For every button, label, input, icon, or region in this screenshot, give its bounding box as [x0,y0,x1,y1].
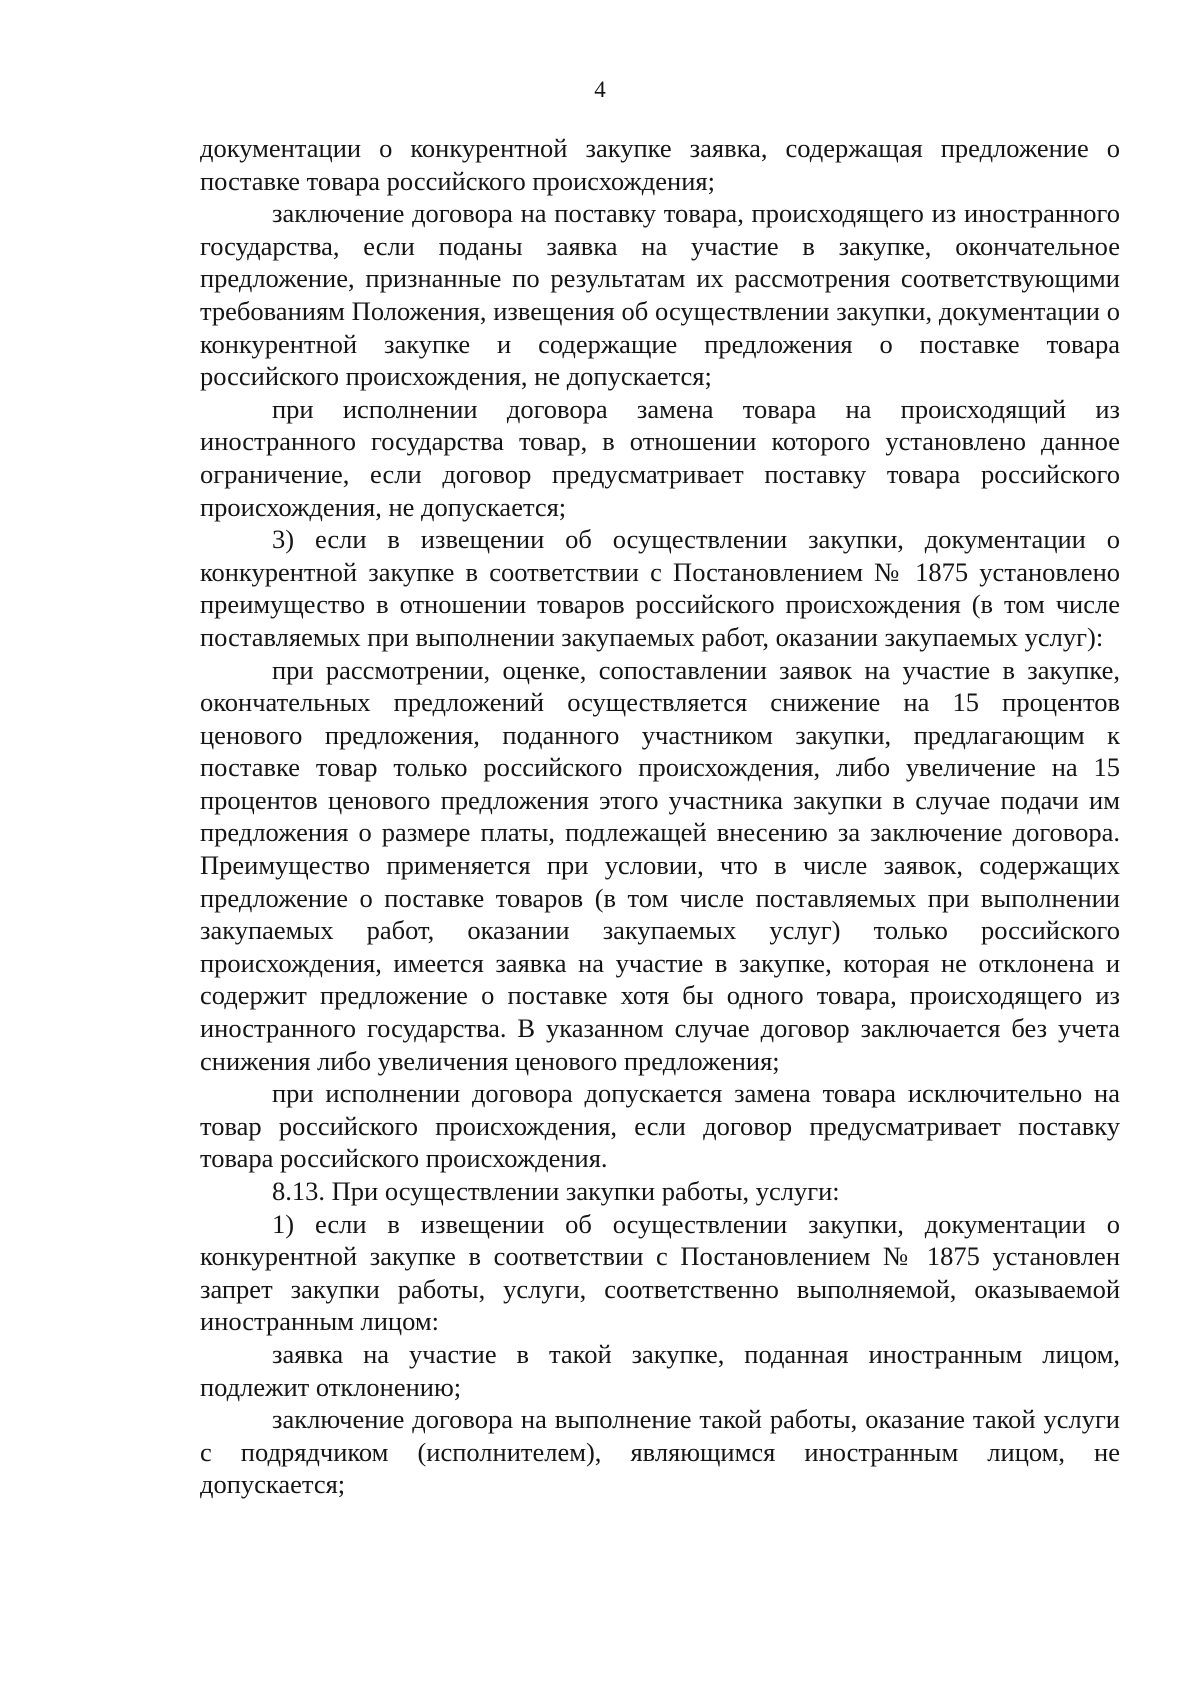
paragraph-replacement-allowed: при исполнении договора допускается замена товара исключительно на товар российского происхождения, если договор предусматривает поставку товара российского происхождения. [200,1078,1120,1174]
paragraph-application-rejection: заявка на участие в такой закупке, поданная иностранным лицом, подлежит отклонению; [200,1338,1120,1402]
page-number: 4 [594,77,606,102]
document-body [200,132,1120,1501]
paragraph-continuation: документации о конкурентной закупке заявка, содержащая предложение о поставке товара российского происхождения; [200,133,1120,196]
paragraph-section-8-13: 8.13. При осуществлении закупки работы, услуги: [272,1176,840,1206]
paragraph-item-1: 1) если в извещении об осуществлении закупки, документации о конкурентной закупке в соответствии с Постановлением № 1875 установлен запрет закупки работы, услуги, соответственно выполняемой, оказываемой иностранным лицом: [200,1208,1120,1337]
paragraph-replacement-restriction: при исполнении договора замена товара на происходящий из иностранного государства товар, в отношении которого установлено данное ограничение, если договор предусматривает поставку товара российского происхождения, не допускается; [200,393,1120,522]
paragraph-price-preference: при рассмотрении, оценке, сопоставлении заявок на участие в закупке, окончательных предложений осуществляется снижение на 15 процентов ценового предложения, поданного участником закупки, предлагающим к поставке товар только российского происхождения, либо увеличение на 15 процентов ценового предложения этого участника закупки в случае подачи им предложения о размере платы, подлежащей внесению за заключение договора. Преимущество применяется при условии, что в числе заявок, содержащих предложение о поставке товаров (в том числе поставляемых при выполнении закупаемых работ, оказании закупаемых услуг) только российского происхождения, имеется заявка на участие в закупке, которая не отклонена и содержит предложение о поставке хотя бы одного товара, происходящего из иностранного государства. В указанном случае договор заключается без учета снижения либо увеличения ценового предложения; [200,654,1120,1076]
paragraph-item-3: 3) если в извещении об осуществлении закупки, документации о конкурентной закупке в соответствии с Постановлением № 1875 установлено преимущество в отношении товаров российского происхождения (в том числе поставляемых при выполнении закупаемых работ, оказании закупаемых услуг): [200,524,1120,652]
paragraph-contract-not-allowed: заключение договора на выполнение такой работы, оказание такой услуги с подрядчиком (исполнителем), являющимся иностранным лицом, не допускается; [200,1404,1120,1500]
paragraph-contract-restriction: заключение договора на поставку товара, происходящего из иностранного государства, если поданы заявка на участие в закупке, окончательное предложение, признанные по результатам их рассмотрения соответствующими требованиям Положения, извещения об осуществлении закупки, документации о конкурентной закупке и содержащие предложения о поставке товара российского происхождения, не допускается; [200,198,1120,392]
